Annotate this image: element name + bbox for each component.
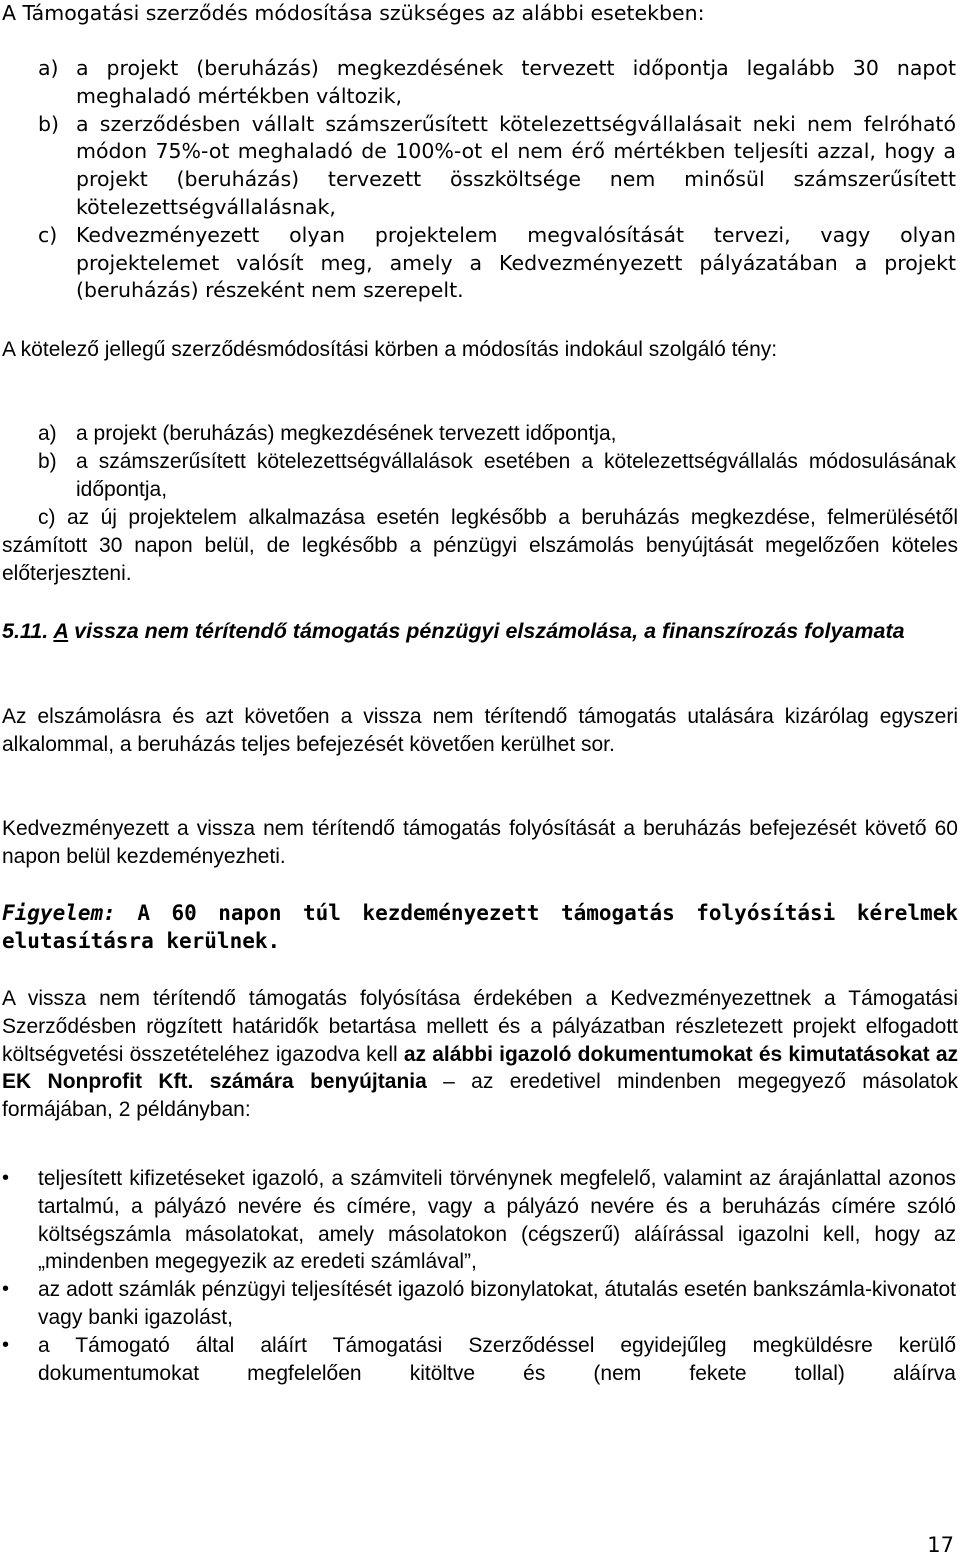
list-item-text: a szerződésben vállalt számszerűsített kötelezettségvállalásait neki nem felróható módon 75%-ot meghaladó de 100%-ot el nem érő mértékben teljesíti azzal, hogy a projekt (beruházás) tervezett összköltsége nem minősül számszerűsített kötelezettségvállalásnak, bbox=[76, 111, 956, 219]
list-item-text: Kedvezményezett olyan projektelem megvalósítását tervezi, vagy olyan projektelemet valósít meg, amely a Kedvezményezett pályázatában a projekt (beruházás) részeként nem szerepelt. bbox=[76, 222, 956, 303]
intro-paragraph-1: A Támogatási szerződés módosítása szükséges az alábbi esetekben: bbox=[2, 1, 705, 25]
paragraph-documents bbox=[2, 985, 958, 1124]
list-marker: b) bbox=[38, 111, 60, 136]
list-marker: a) bbox=[38, 422, 57, 445]
list-item bbox=[2, 1165, 956, 1276]
section-title-underlined: A bbox=[53, 619, 69, 643]
warning-text: A 60 napon túl kezdeményezett támogatás folyósítási kérelmek elutasításra kerülnek. bbox=[2, 901, 958, 953]
list-item bbox=[38, 420, 956, 448]
warning-label: Figyelem: bbox=[2, 901, 116, 925]
list-marker: b) bbox=[38, 449, 57, 473]
documents-text-part2: – az eredetivel mindenben megegyező másolatok formájában, 2 példányban: bbox=[2, 1070, 958, 1122]
documents-text-part1: A vissza nem térítendő támogatás folyósítása érdekében a Kedvezményezettnek a Támogatási Szerződésben rögzített határidők betartása mellett és a pályázatban részletezett projekt elfogadott költségvetési összetételéhez igazodva kell bbox=[2, 987, 958, 1066]
documents-text-bold: az alábbi igazoló dokumentumokat és kimutatásokat az EK Nonprofit Kft. számára benyújtania bbox=[2, 1042, 959, 1094]
list-item-text: a számszerűsített kötelezettségvállalások esetében a kötelezettségvállalás módosulásának időpontja, bbox=[76, 449, 956, 501]
paragraph-disbursement: Kedvezményezett a vissza nem térítendő támogatás folyósítását a beruházás befejezését követő 60 napon belül kezdeményezheti. bbox=[2, 817, 958, 868]
section-title: vissza nem térítendő támogatás pénzügyi elszámolása, a finanszírozás folyamata bbox=[74, 619, 905, 643]
bullet-icon: • bbox=[2, 1278, 10, 1301]
list-item bbox=[38, 222, 956, 305]
list-marker: c) bbox=[38, 222, 58, 247]
list-item-text: teljesített kifizetéseket igazoló, a számviteli törvénynek megfelelő, valamint az árajánlattal azonos tartalmú, a pályázó nevére és címére, vagy a pályázó nevére és a beruházás címére szóló költségszámla másolatokat, amely másolatokon (cégszerű) aláírással igazolni kell, hogy az „mindenben megegyezik az eredeti számlával”, bbox=[38, 1167, 956, 1274]
bullet-icon: • bbox=[2, 1333, 10, 1356]
justification-list bbox=[38, 420, 956, 503]
paragraph-settlement: Az elszámolásra és azt követően a vissza nem térítendő támogatás utalására kizárólag egyszeri alkalommal, a beruházás teljes befejezését követően kerülhet sor. bbox=[2, 705, 958, 756]
list-item bbox=[38, 111, 956, 222]
list-item bbox=[2, 1332, 956, 1388]
modification-cases-list bbox=[38, 55, 956, 305]
list-item bbox=[2, 1276, 956, 1332]
documents-bullet-list bbox=[2, 1165, 956, 1387]
list-item-c bbox=[2, 504, 958, 587]
list-item-text: a Támogató által aláírt Támogatási Szerződéssel egyidejűleg megküldésre kerülő dokumentumokat megfelelően kitöltve és (nem fekete tollal) aláírva bbox=[38, 1333, 956, 1385]
list-item-text: a projekt (beruházás) megkezdésének tervezett időpontja, bbox=[76, 422, 617, 445]
page-number: 17 bbox=[927, 1533, 954, 1557]
section-number: 5.11. bbox=[2, 619, 49, 643]
list-item-text: a projekt (beruházás) megkezdésének tervezett időpontja legalább 30 napot meghaladó mértékben változik, bbox=[76, 56, 956, 108]
bullet-icon: • bbox=[2, 1167, 10, 1189]
list-item-text: az adott számlák pénzügyi teljesítését igazoló bizonylatokat, átutalás esetén bankszámla-kivonatot vagy banki igazolást, bbox=[38, 1278, 956, 1329]
warning-notice bbox=[2, 899, 958, 955]
intro-paragraph-2: A kötelező jellegű szerződésmódosítási körben a módosítás indokául szolgáló tény: bbox=[2, 338, 778, 361]
list-marker: a) bbox=[38, 56, 59, 80]
list-item bbox=[38, 448, 956, 504]
section-heading bbox=[2, 618, 958, 646]
list-item-text: az új projektelem alkalmazása esetén legkésőbb a beruházás megkezdése, felmerülésétől számított 30 napon belül, de legkésőbb a pénzügyi elszámolás benyújtását megelőzően köteles előterjeszteni. bbox=[2, 506, 958, 585]
list-marker: c) bbox=[38, 506, 56, 529]
list-item bbox=[38, 55, 956, 111]
